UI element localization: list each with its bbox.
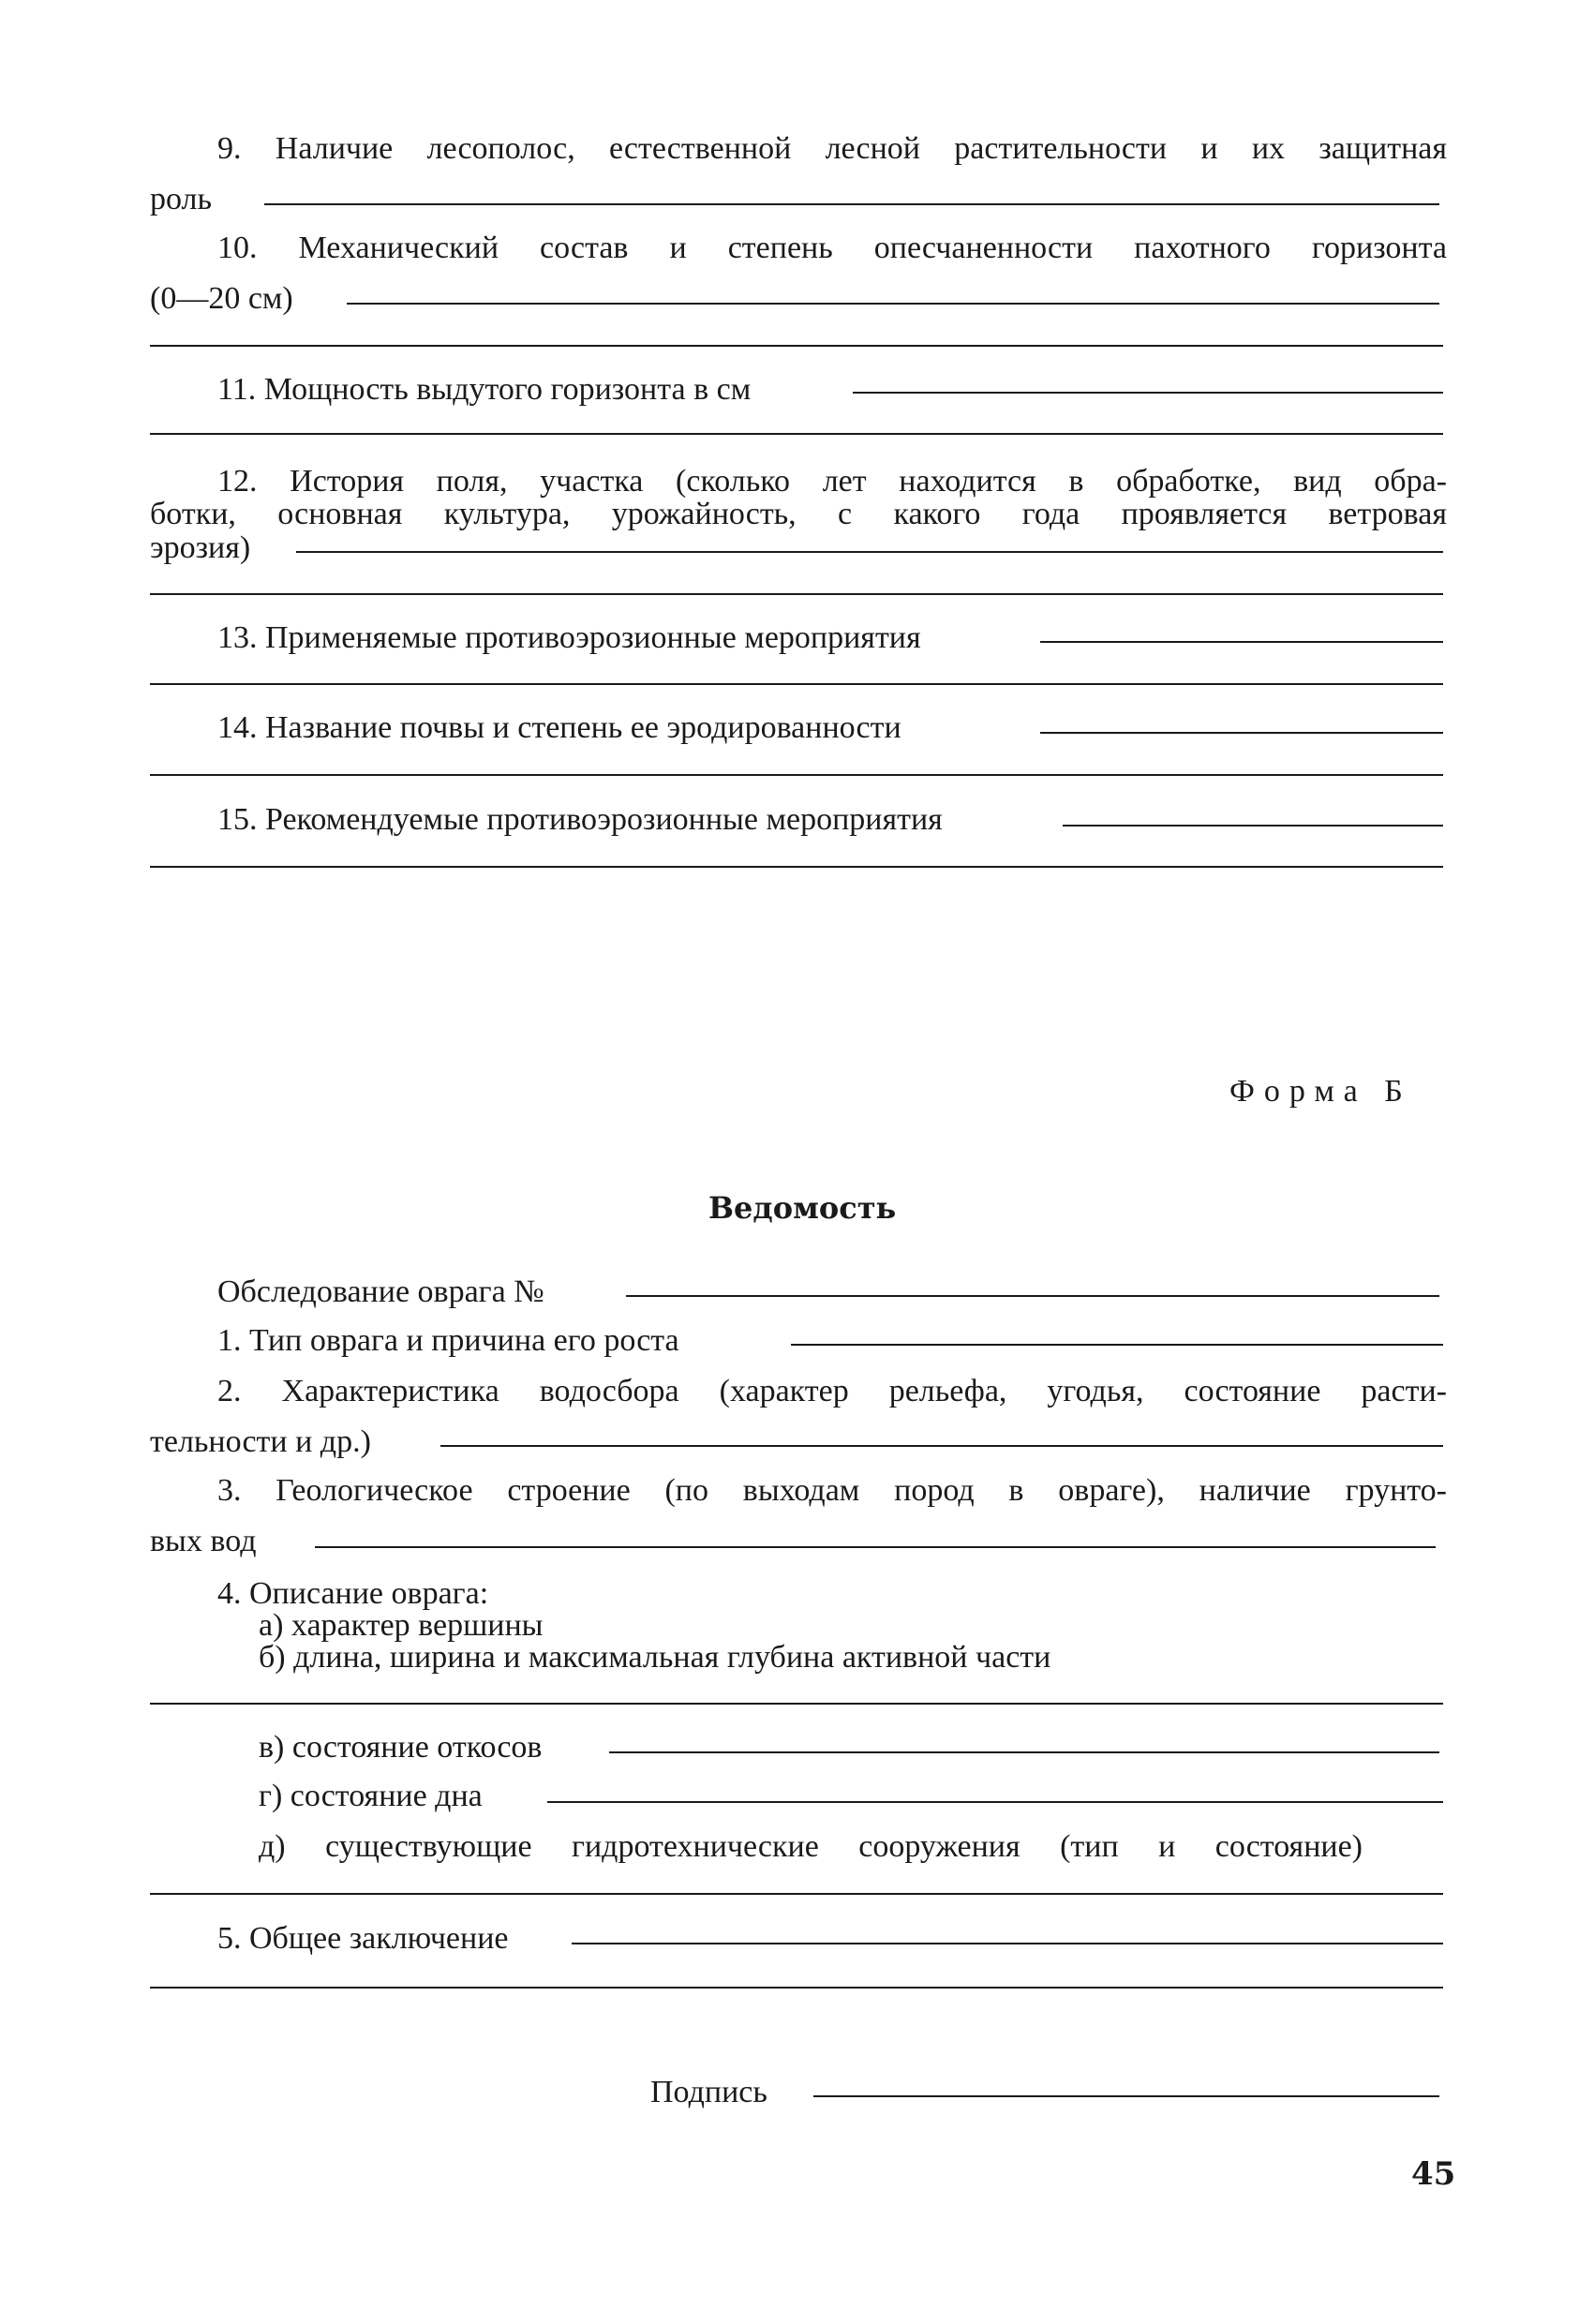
item-15-fill-line[interactable] [1063,825,1443,827]
gully-item-4d-text: д) существующие гидротехнические сооружения (тип и состояние) [259,1829,1363,1864]
item-9-text: 9. Наличие лесополос, естественной лесной растительности и их защитная [217,131,1447,166]
gully-item-5-text: 5. Общее заключение [217,1921,509,1956]
item-15-text: 15. Рекомендуемые противоэрозионные мероприятия [217,802,943,837]
gully-item-2-fill-line[interactable] [440,1445,1443,1447]
survey-fill-line[interactable] [626,1295,1439,1297]
item-14-text: 14. Название почвы и степень ее эродированности [217,710,901,745]
gully-item-4b-line[interactable] [150,1703,1443,1705]
gully-item-4-text: 4. Описание оврага: [217,1576,489,1611]
item-14-fill-line[interactable] [1040,732,1443,734]
item-15-extra-line[interactable] [150,866,1443,868]
gully-item-5-extra-line[interactable] [150,1987,1443,1989]
gully-item-2-text: 2. Характеристика водосбора (характер рельефа, угодья, состояние расти- [217,1374,1447,1408]
gully-item-3-text: 3. Геологическое строение (по выходам пород в овраге), наличие грунто- [217,1473,1447,1508]
gully-item-4g-text: г) состояние дна [259,1779,483,1813]
gully-item-4v-text: в) состояние откосов [259,1730,543,1765]
gully-item-3-text-cont: вых вод [150,1524,257,1558]
gully-item-1-fill-line[interactable] [791,1344,1443,1346]
gully-item-4b-text: б) длина, ширина и максимальная глубина активной части [259,1640,1051,1675]
item-12-fill-line[interactable] [296,551,1443,553]
item-10-text-cont: (0—20 см) [150,281,293,316]
signature-label: Подпись [650,2075,767,2109]
item-13-extra-line[interactable] [150,683,1443,685]
item-13-text: 13. Применяемые противоэрозионные мероприятия [217,620,921,655]
page-number: 45 [1411,2155,1456,2193]
item-12-extra-line[interactable] [150,593,1443,595]
item-11-extra-line[interactable] [150,433,1443,435]
item-12-text-2: ботки, основная культура, урожайность, с какого года проявляется ветровая [150,497,1447,531]
item-11-fill-line[interactable] [853,392,1443,394]
item-10-text: 10. Механический состав и степень опесчаненности пахотного горизонта [217,231,1447,265]
item-10-extra-line[interactable] [150,345,1443,347]
gully-item-4g-fill-line[interactable] [547,1801,1443,1803]
gully-item-1-text: 1. Тип оврага и причина его роста [217,1323,679,1358]
gully-item-3-fill-line[interactable] [315,1546,1436,1548]
gully-item-5-fill-line[interactable] [572,1943,1443,1944]
gully-item-4a-text: а) характер вершины [259,1608,544,1643]
gully-item-2-text-cont: тельности и др.) [150,1424,371,1459]
gully-item-4d-line[interactable] [150,1893,1443,1895]
item-11-text: 11. Мощность выдутого горизонта в см [217,372,752,407]
item-10-fill-line[interactable] [347,303,1439,305]
signature-line[interactable] [813,2095,1439,2097]
item-12-text: 12. История поля, участка (сколько лет находится в обработке, вид обра- [217,464,1447,499]
item-14-extra-line[interactable] [150,774,1443,776]
form-label: Форма Б [1229,1074,1412,1109]
item-9-text-cont: роль [150,182,213,216]
form-title: Ведомость [708,1190,897,1226]
survey-text: Обследование оврага № [217,1274,544,1309]
item-9-fill-line[interactable] [264,203,1439,205]
item-13-fill-line[interactable] [1040,641,1443,643]
gully-item-4v-fill-line[interactable] [609,1751,1439,1753]
item-12-text-3: эрозия) [150,530,251,565]
